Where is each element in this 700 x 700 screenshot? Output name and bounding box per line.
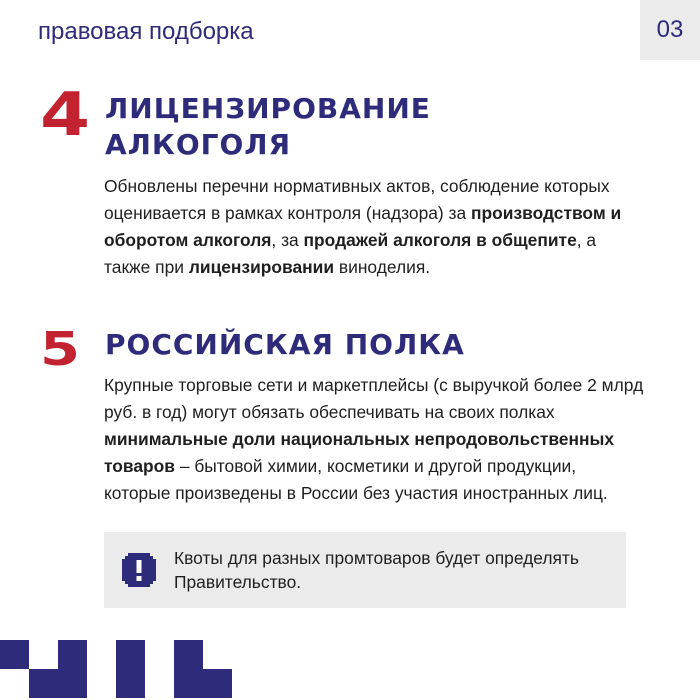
- page-number: 03: [640, 0, 700, 60]
- bold-text-segment: производством и оборотом алкоголя: [104, 203, 622, 250]
- section-number-4: 4: [40, 80, 91, 150]
- bold-text-segment: минимальные доли национальных непродовольственных товаров: [104, 429, 615, 476]
- checker-square: [58, 640, 87, 669]
- text-segment: , за: [271, 230, 304, 250]
- checker-square: [203, 669, 232, 698]
- checker-square: [116, 669, 145, 698]
- note-text: Квоты для разных промтоваров будет определять Правительство.: [174, 548, 579, 592]
- text-segment: Обновлены перечни нормативных актов, соблюдение которых оценивается в рамках контроля (надзора) за: [104, 176, 610, 223]
- checker-square: [174, 669, 203, 698]
- section-heading-russian-shelf: РОССИЙСКАЯ ПОЛКА: [105, 328, 465, 361]
- checker-square: [116, 640, 145, 669]
- section-number-5: 5: [40, 322, 81, 376]
- section-heading-licensing: [105, 91, 431, 163]
- exclamation-icon: [122, 553, 156, 587]
- section-paragraph-russian-shelf: [104, 372, 644, 507]
- section-paragraph-licensing: [104, 173, 644, 281]
- page-title: правовая подборка: [38, 18, 254, 45]
- checker-square: [174, 640, 203, 669]
- text-segment: Крупные торговые сети и маркетплейсы (с выручкой более 2 млрд руб. в год) могут обязать обеспечивать на своих полках: [104, 375, 644, 422]
- text-segment: виноделия.: [334, 257, 431, 277]
- section-heading-line: АЛКОГОЛЯ: [105, 128, 292, 161]
- text-segment: – бытовой химии, косметики и другой продукции, которые произведены в России без участия иностранных лиц.: [104, 456, 608, 503]
- checker-square: [58, 669, 87, 698]
- text-segment: , а также при: [104, 230, 597, 277]
- bold-text-segment: продажей алкоголя в общепите: [303, 230, 577, 250]
- section-heading-line: ЛИЦЕНЗИРОВАНИЕ: [105, 92, 431, 125]
- bold-text-segment: лицензировании: [188, 257, 335, 277]
- checker-square: [0, 640, 29, 669]
- checker-square: [29, 669, 58, 698]
- note-box: [104, 532, 626, 608]
